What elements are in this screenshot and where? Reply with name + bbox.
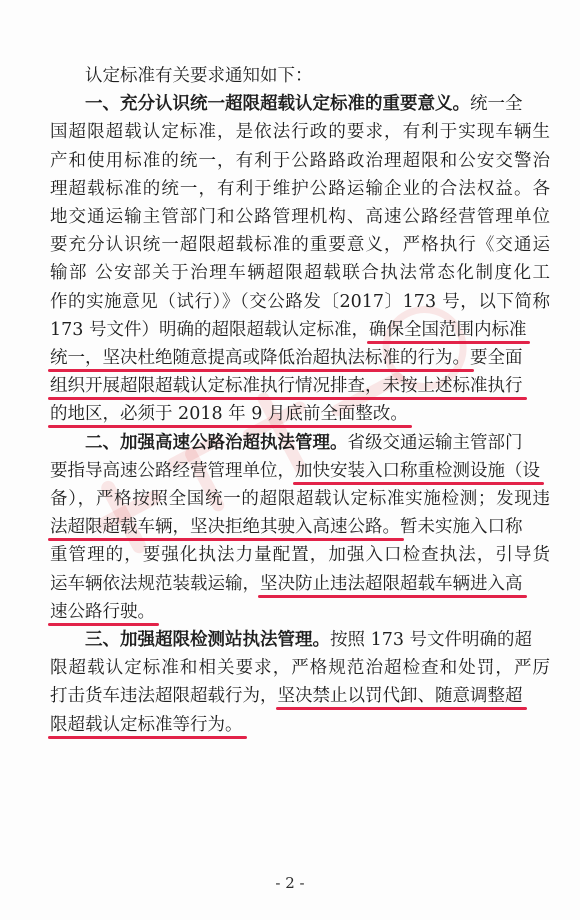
paragraph-intro-line: 认定标准有关要求通知如下：	[85, 66, 313, 86]
text-line: 173 号文件）明确的超限超载认定标准，确保全国范围内标准	[50, 319, 527, 340]
underlined-text: 加快安装入口称重检测设施（设	[295, 460, 540, 481]
underlined-text: 组织开展超限超载认定标准执行情况排查，未按上述标准执行	[50, 376, 523, 397]
section-1-heading-line: 一、充分认识统一超限超载认定标准的重要意义。统一全	[85, 94, 523, 115]
text-line: 输部 公安部关于治理车辆超限超载联合执法常态化制度化工	[50, 263, 550, 284]
section-3-heading-line: 三、加强超限检测站执法管理。按照 173 号文件明确的超	[85, 630, 533, 651]
text-line	[50, 400, 550, 428]
underlined-text: 法超限超载车辆，坚决拒绝其驶入高速公路。	[50, 517, 400, 538]
body-text	[50, 62, 550, 739]
text-line: 地交通运输主管部门和公路管理机构、高速公路经营管理单位	[50, 207, 550, 228]
text-line: 理超载标准的统一，有利于维护公路运输企业的合法权益。各	[50, 178, 550, 199]
text-line: 要指导高速公路经营管理单位，加快安装入口称重检测设施（设	[50, 460, 540, 481]
text-line: 要充分认识统一超限超载标准的重要意义，严格执行《交通运	[50, 235, 550, 256]
underlined-text: 确保全国范围内标准	[368, 319, 527, 340]
section-3-heading: 三、加强超限检测站执法管理。	[85, 630, 330, 651]
underlined-text: 坚决禁止以罚代卸、随意调整超	[277, 686, 523, 707]
page-number: - 2 -	[275, 874, 305, 892]
text-line: 法超限超载车辆，坚决拒绝其驶入高速公路。暂未实施入口称	[50, 517, 523, 538]
text-line: 国超限超载认定标准，是依法行政的要求，有利于实现车辆生	[50, 122, 550, 143]
text-line: 产和使用标准的统一，有利于公路路政治理超限和公安交警治	[50, 150, 550, 171]
underlined-text: 坚决防止违法超限超载车辆进入高	[260, 573, 523, 594]
section-2-heading: 二、加强高速公路治超执法管理。	[85, 432, 348, 453]
text-line	[50, 711, 550, 739]
section-1-heading: 一、充分认识统一超限超载认定标准的重要意义。	[85, 94, 470, 115]
text-line: 作的实施意见（试行）》（交公路发〔2017〕173 号，以下简称	[50, 291, 550, 312]
section-2-heading-line: 二、加强高速公路治超执法管理。省级交通运输主管部门	[85, 432, 523, 453]
text-line: 备），严格按照全国统一的超限超载认定标准实施检测；发现违	[50, 489, 550, 510]
underlined-text: 的地区，必须于 2018 年 9 月底前全面整改。	[50, 404, 408, 425]
text-line: 运车辆依法规范装载运输，坚决防止违法超限超载车辆进入高	[50, 573, 523, 594]
text-line	[50, 372, 550, 400]
underlined-text: 限超载认定标准等行为。	[50, 714, 243, 735]
text-line	[50, 598, 550, 626]
underlined-text: 速公路行驶。	[50, 601, 155, 622]
text-line: 统一，坚决杜绝随意提高或降低治超执法标准的行为。要全面	[50, 348, 523, 369]
underlined-text: 统一，坚决杜绝随意提高或降低治超执法标准的行为。	[50, 348, 470, 369]
text-line: 打击货车违法超限超载行为，坚决禁止以罚代卸、随意调整超	[50, 686, 523, 707]
text-line: 重管理的，要强化执法力量配置，加强入口检查执法，引导货	[50, 545, 550, 566]
text-line: 限超载认定标准和相关要求，严格规范治超检查和处罚，严厉	[50, 658, 550, 679]
